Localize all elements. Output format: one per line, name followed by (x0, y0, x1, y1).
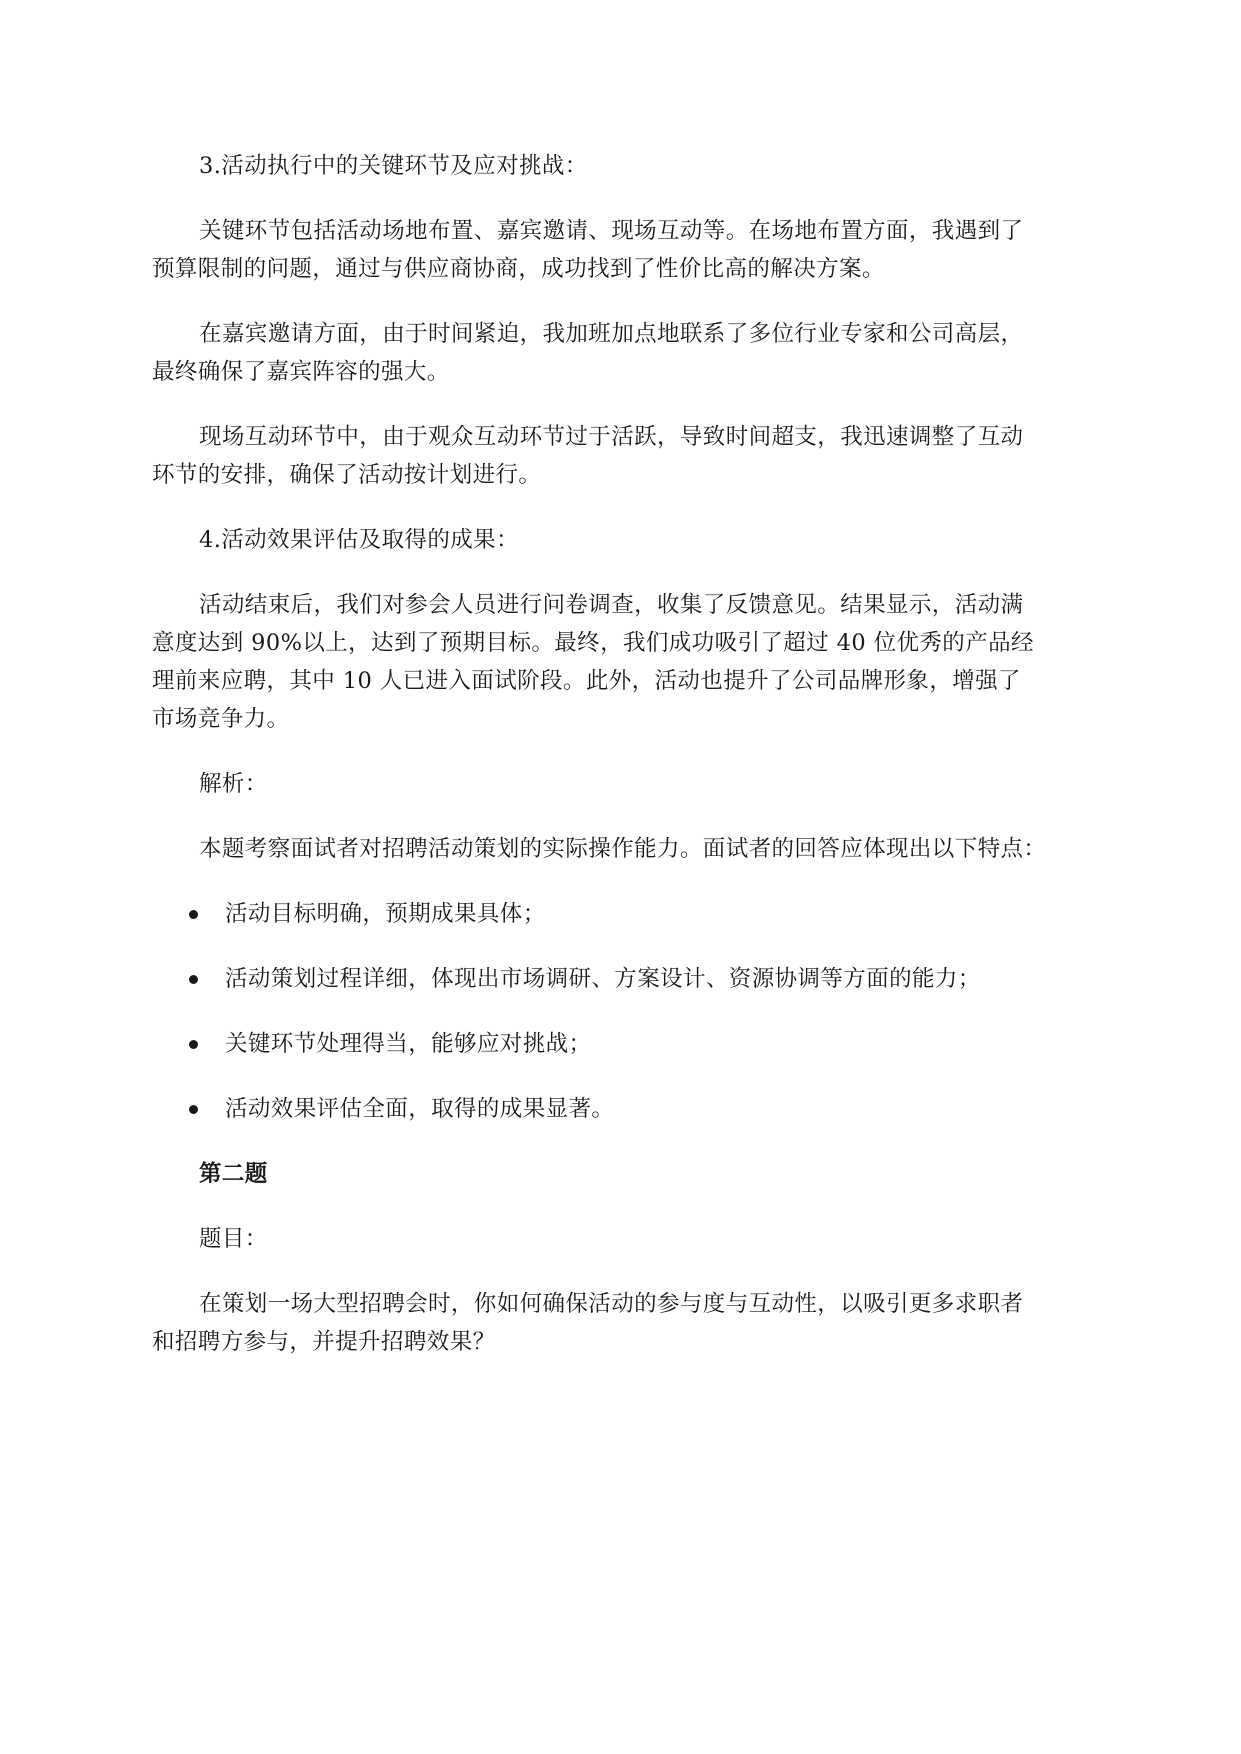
paragraph-line: 最终确保了嘉宾阵容的强大。 (152, 359, 450, 385)
list-item-text: 活动策划过程详细，体现出市场调研、方案设计、资源协调等方面的能力； (225, 966, 981, 992)
section-heading: 4.活动效果评估及取得的成果： (199, 527, 519, 553)
list-item (152, 960, 1092, 998)
paragraph-line: 理前来应聘，其中 10 人已进入面试阶段。此外，活动也提升了公司品牌形象，增强了 (152, 668, 1021, 694)
paragraph-line: 和招聘方参与，并提升招聘效果？ (152, 1329, 496, 1355)
list-item (152, 1090, 1092, 1128)
list-item (152, 895, 1092, 933)
paragraph-line: 现场互动环节中，由于观众互动环节过于活跃，导致时间超支，我迅速调整了互动 (199, 424, 1024, 450)
paragraph-line: 环节的安排，确保了活动按计划进行。 (152, 462, 542, 488)
analysis-intro: 本题考察面试者对招聘活动策划的实际操作能力。面试者的回答应体现出以下特点： (199, 836, 1047, 862)
paragraph-line: 在策划一场大型招聘会时，你如何确保活动的参与度与互动性，以吸引更多求职者 (199, 1291, 1024, 1317)
paragraph (152, 418, 1092, 494)
paragraph-line: 意度达到 90%以上，达到了预期目标。最终，我们成功吸引了超过 40 位优秀的产品经 (152, 630, 1034, 656)
bullet-icon (189, 975, 198, 984)
bullet-icon (189, 910, 198, 919)
question-title: 第二题 (199, 1161, 268, 1187)
paragraph-line: 预算限制的问题，通过与供应商协商，成功找到了性价比高的解决方案。 (152, 256, 885, 282)
list-item (152, 1025, 1092, 1063)
paragraph (152, 315, 1092, 391)
list-item-text: 活动效果评估全面，取得的成果显著。 (225, 1096, 615, 1122)
paragraph (152, 212, 1092, 288)
question-text (152, 1285, 1092, 1361)
paragraph-line: 关键环节包括活动场地布置、嘉宾邀请、现场互动等。在场地布置方面，我遇到了 (199, 218, 1024, 244)
bullet-icon (189, 1105, 198, 1114)
paragraph-line: 活动结束后，我们对参会人员进行问卷调查，收集了反馈意见。结果显示，活动满 (199, 592, 1024, 618)
list-item-text: 活动目标明确，预期成果具体； (225, 901, 546, 927)
paragraph-line: 在嘉宾邀请方面，由于时间紧迫，我加班加点地联系了多位行业专家和公司高层， (199, 321, 1024, 347)
page-content (152, 147, 1092, 1361)
analysis-label: 解析： (199, 771, 268, 797)
question-label: 题目： (199, 1226, 268, 1252)
section-heading: 3.活动执行中的关键环节及应对挑战： (199, 153, 588, 179)
bullet-icon (189, 1040, 198, 1049)
list-item-text: 关键环节处理得当，能够应对挑战； (225, 1031, 592, 1057)
paragraph-line: 市场竞争力。 (152, 706, 290, 732)
paragraph (152, 586, 1092, 738)
